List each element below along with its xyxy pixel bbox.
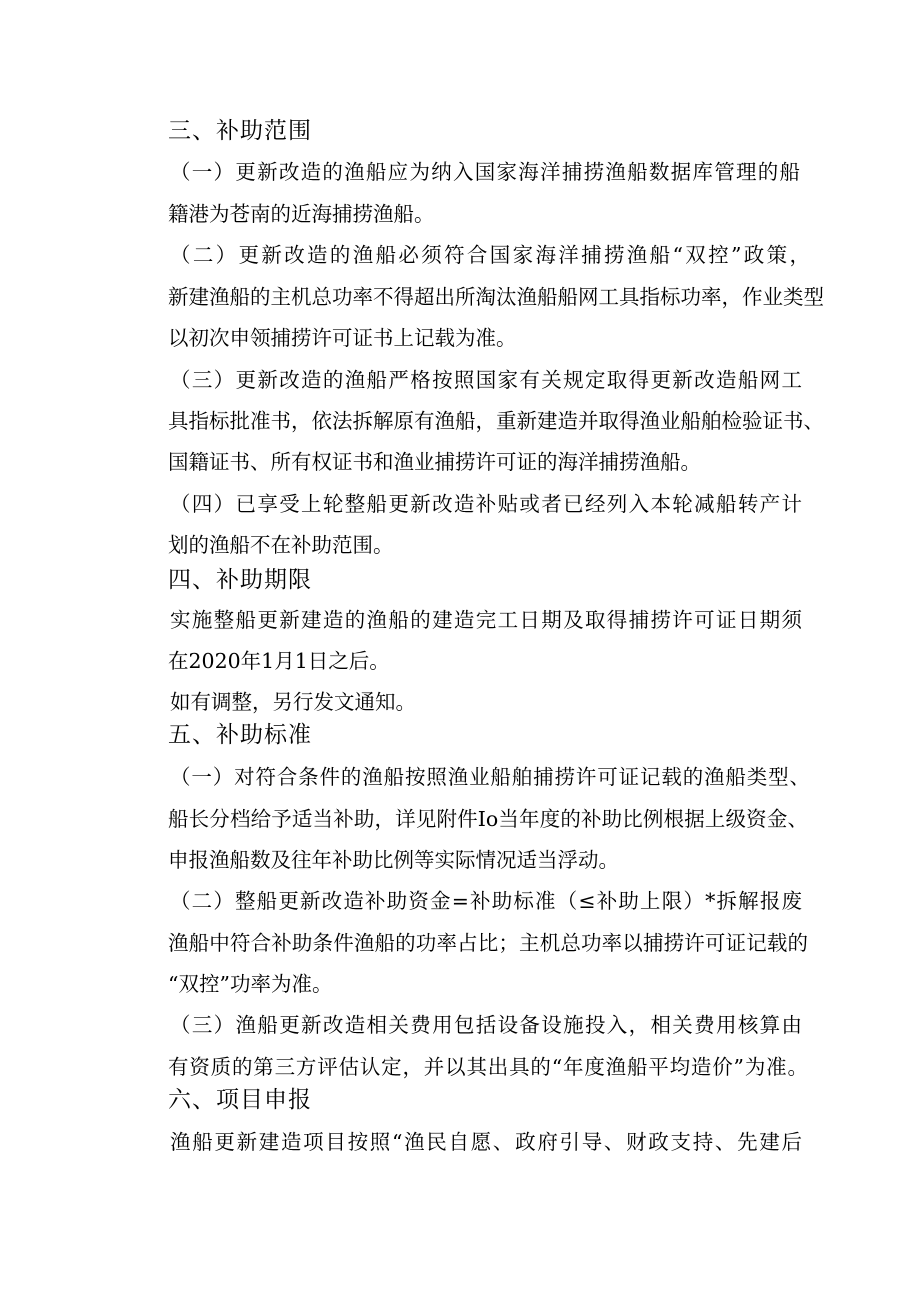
section-3-p1-line1: （一）更新改造的渔船应为纳入国家海洋捕捞渔船数据库管理的船 [170, 160, 800, 184]
section-4-p1-line2: 在2020年1月1日之后。 [168, 649, 390, 673]
section-5-p3-line1: （三）渔船更新改造相关费用包括设备设施投入，相关费用核算由 [170, 1013, 802, 1037]
section-3-p2-line3: 以初次申领捕捞许可证书上记载为准。 [168, 326, 517, 350]
section-5-p2-line2: 渔船中符合补助条件渔船的功率占比；主机总功率以捕捞许可证记载的 [168, 931, 808, 955]
section-4-heading: 四、补助期限 [168, 567, 312, 593]
section-5-p3-line2: 有资质的第三方评估认定，并以其出具的“年度渔船平均造价”为准。 [168, 1055, 808, 1079]
section-6-heading: 六、项目申报 [168, 1087, 312, 1113]
section-5-p1-line1: （一）对符合条件的渔船按照渔业船舶捕捞许可证记载的渔船类型、 [170, 765, 810, 789]
section-5-p2-line1: （二）整船更新改造补助资金=补助标准（≤补助上限）*拆解报废 [170, 889, 802, 913]
section-5-p2-line3: “双控”功率为准。 [168, 972, 333, 996]
section-3-p4-line1: （四）已享受上轮整船更新改造补贴或者已经列入本轮减船转产计 [170, 492, 802, 516]
section-3-p3-line1: （三）更新改造的渔船严格按照国家有关规定取得更新改造船网工 [170, 368, 802, 392]
section-5-p1-line2: 船长分档给予适当补助，详见附件Io当年度的补助比例根据上级资金、 [168, 807, 808, 831]
section-3-p2-line2: 新建渔船的主机总功率不得超出所淘汰渔船船网工具指标功率，作业类型 [168, 285, 824, 309]
section-3-p4-line2: 划的渔船不在补助范围。 [168, 533, 394, 557]
section-5-p1-line3: 申报渔船数及往年补助比例等实际情况适当浮动。 [168, 848, 619, 872]
section-5-heading: 五、补助标准 [168, 722, 312, 748]
section-6-p1-line1: 渔船更新建造项目按照“渔民自愿、政府引导、财政支持、先建后 [170, 1130, 802, 1154]
section-4-p1-line1: 实施整船更新建造的渔船的建造完工日期及取得捕捞许可证日期须 [170, 608, 802, 632]
section-3-heading: 三、补助范围 [168, 118, 312, 144]
section-3-p3-line2: 具指标批准书，依法拆解原有渔船，重新建造并取得渔业船舶检验证书、 [168, 409, 824, 433]
section-3-p2-line1: （二）更新改造的渔船必须符合国家海洋捕捞渔船“双控”政策， [170, 243, 810, 267]
section-3-p1-line2: 籍港为苍南的近海捕捞渔船。 [168, 202, 435, 226]
section-3-p3-line3: 国籍证书、所有权证书和渔业捕捞许可证的海洋捕捞渔船。 [168, 450, 701, 474]
section-4-p2-line1: 如有调整，另行发文通知。 [170, 690, 416, 714]
